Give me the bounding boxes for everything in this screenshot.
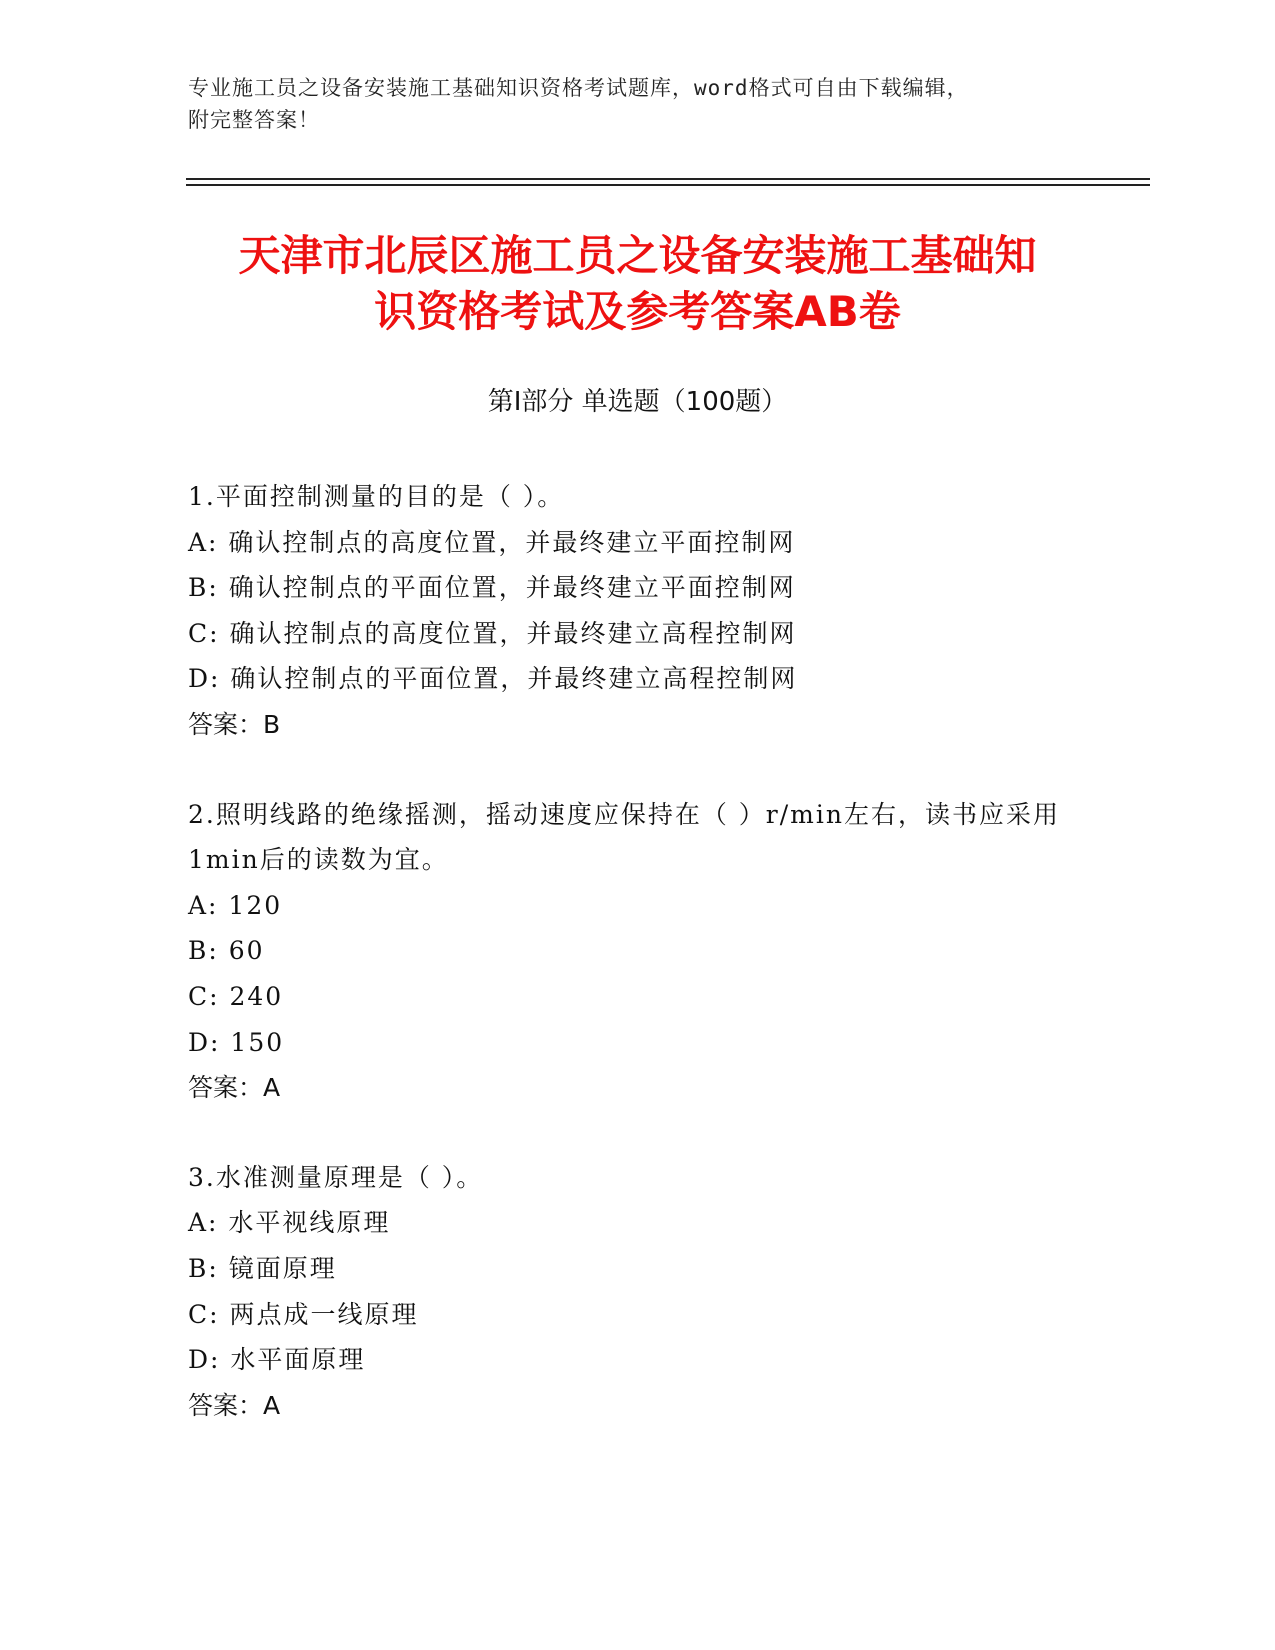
option-d: D: 确认控制点的平面位置，并最终建立高程控制网: [188, 664, 798, 694]
option-b: B: 60: [188, 936, 265, 966]
question-1: [188, 474, 1088, 748]
header-note-line-1: 专业施工员之设备安装施工基础知识资格考试题库，word格式可自由下载编辑，: [188, 76, 969, 100]
header-divider-bottom: [186, 184, 1150, 186]
option-c: C: 确认控制点的高度位置，并最终建立高程控制网: [188, 618, 797, 648]
document-title-line-2: 识资格考试及参考答案AB卷: [374, 287, 901, 336]
question-list: [188, 474, 1088, 1472]
option-c: C: 240: [188, 981, 284, 1011]
answer: 答案：A: [188, 1073, 281, 1103]
answer: 答案：B: [188, 709, 281, 739]
question-stem: 3.水准测量原理是（ ）。: [188, 1162, 484, 1192]
option-b: B: 镜面原理: [188, 1253, 337, 1283]
document-title-line-1: 天津市北辰区施工员之设备安装施工基础知: [238, 231, 1037, 280]
question-3: [188, 1155, 1088, 1429]
option-b: B: 确认控制点的平面位置，并最终建立平面控制网: [188, 573, 796, 603]
option-c: C: 两点成一线原理: [188, 1299, 419, 1329]
question-stem: 1.平面控制测量的目的是（ ）。: [188, 482, 565, 511]
question-2: [188, 792, 1088, 1111]
document-title: [140, 228, 1135, 340]
option-a: A: 120: [188, 890, 283, 920]
header-divider-top: [186, 178, 1150, 180]
option-d: D: 150: [188, 1027, 285, 1057]
header-note-line-2: 附完整答案！: [188, 108, 320, 132]
option-a: A: 确认控制点的高度位置，并最终建立平面控制网: [188, 527, 796, 557]
section-title: 第I部分 单选题（100题）: [487, 387, 788, 417]
header-note: [188, 72, 1088, 136]
option-d: D: 水平面原理: [188, 1345, 366, 1375]
answer: 答案：A: [188, 1390, 281, 1420]
option-a: A: 水平视线原理: [188, 1208, 391, 1238]
question-stem: 2.照明线路的绝缘摇测，摇动速度应保持在（ ）r/min左右，读书应采用1min后的读数为宜。: [188, 799, 1060, 875]
